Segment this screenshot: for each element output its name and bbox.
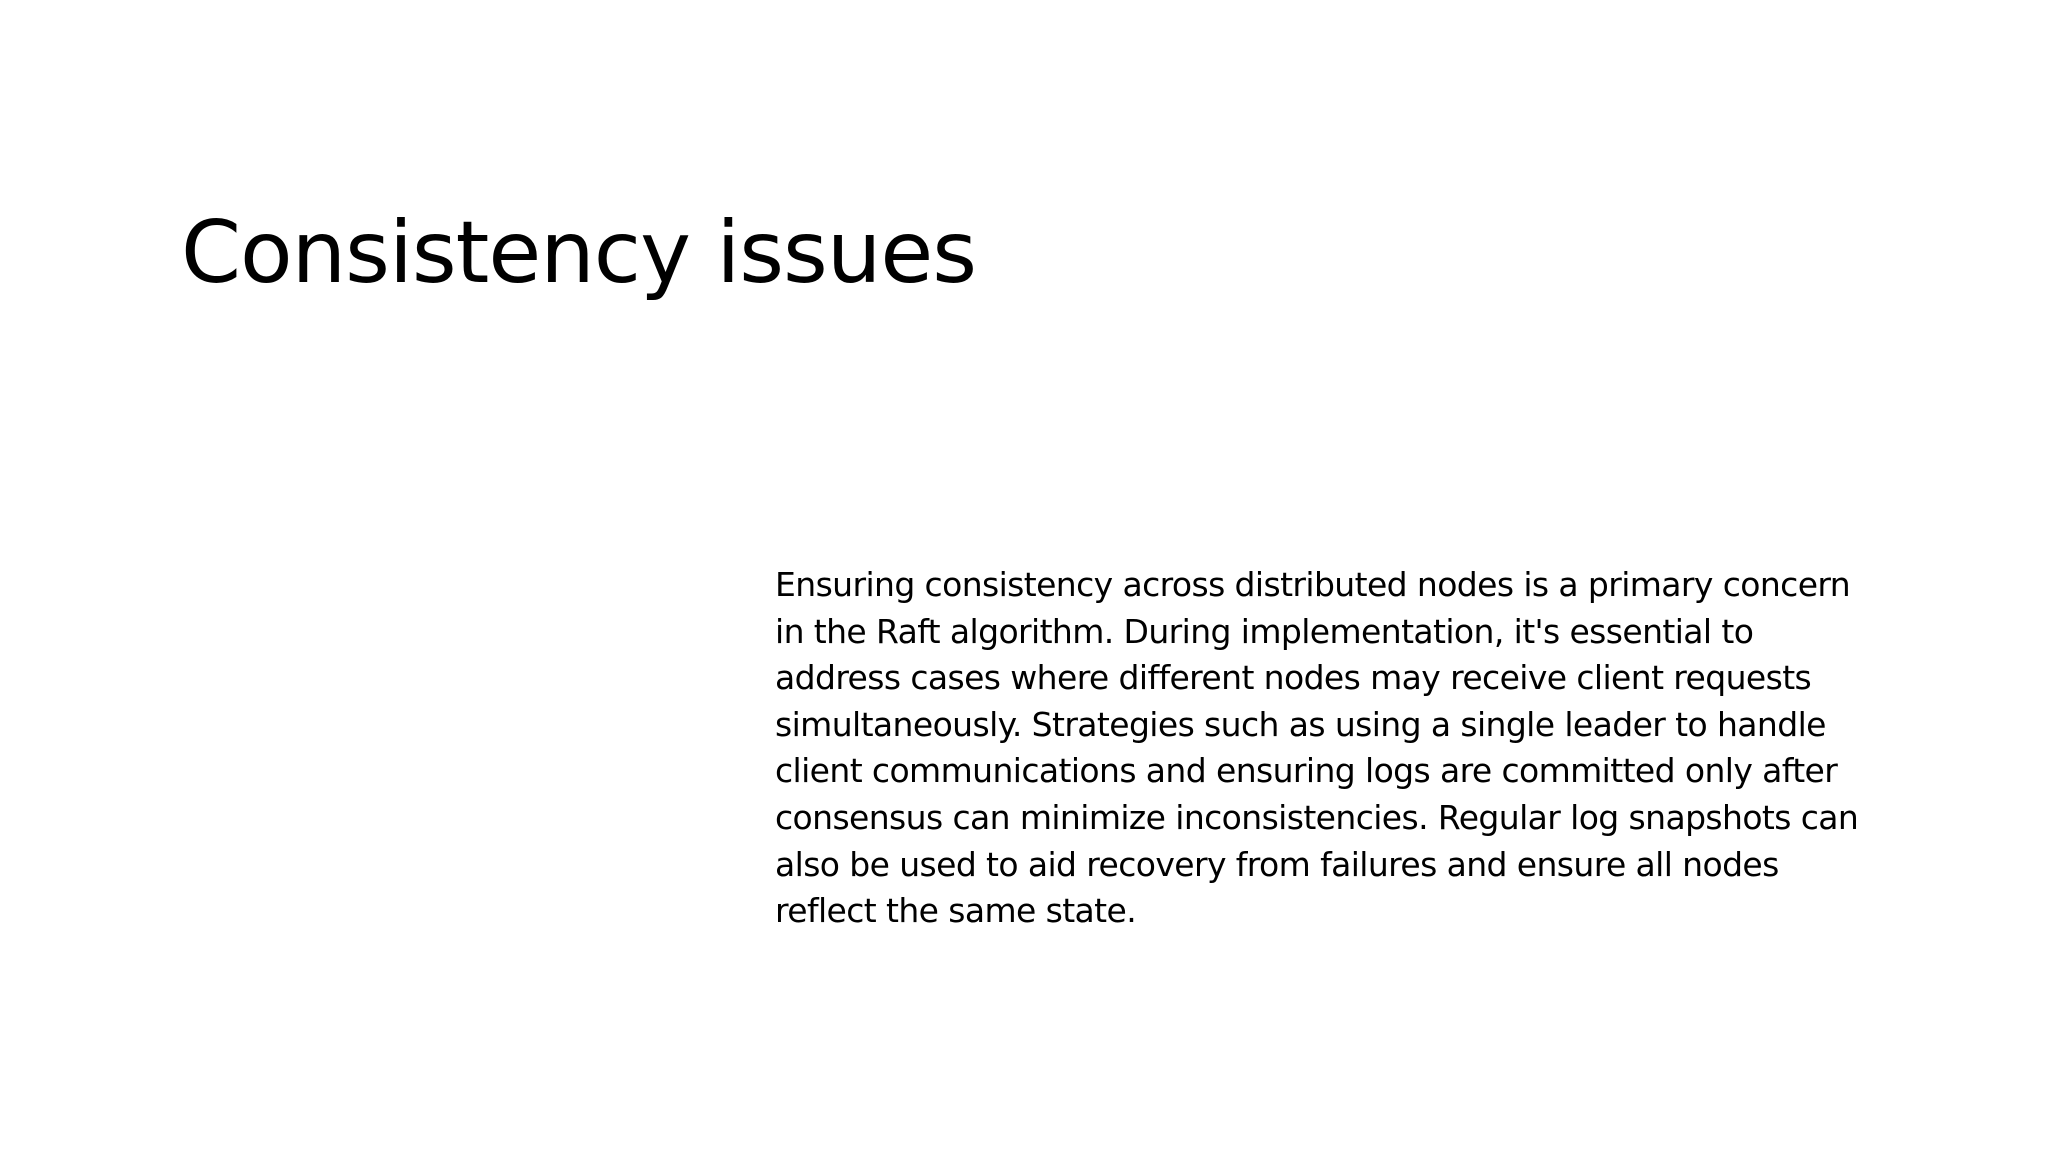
body-line: consensus can minimize inconsistencies. Regular log snapshots can [775, 797, 1859, 837]
body-line: client communications and ensuring logs are committed only after [775, 751, 1838, 791]
body-line: Ensuring consistency across distributed nodes is a primary concern [775, 565, 1851, 604]
body-line: also be used to aid recovery from failures and ensure all nodes [775, 844, 1779, 884]
slide-title: Consistency issues [181, 203, 977, 303]
body-line: reflect the same state. [775, 891, 1137, 931]
body-line: address cases where different nodes may receive client requests [775, 658, 1812, 698]
body-line: simultaneously. Strategies such as using a single leader to handle [775, 704, 1826, 744]
slide-body-text [775, 562, 1885, 935]
body-line: in the Raft algorithm. During implementation, it's essential to [775, 611, 1754, 651]
